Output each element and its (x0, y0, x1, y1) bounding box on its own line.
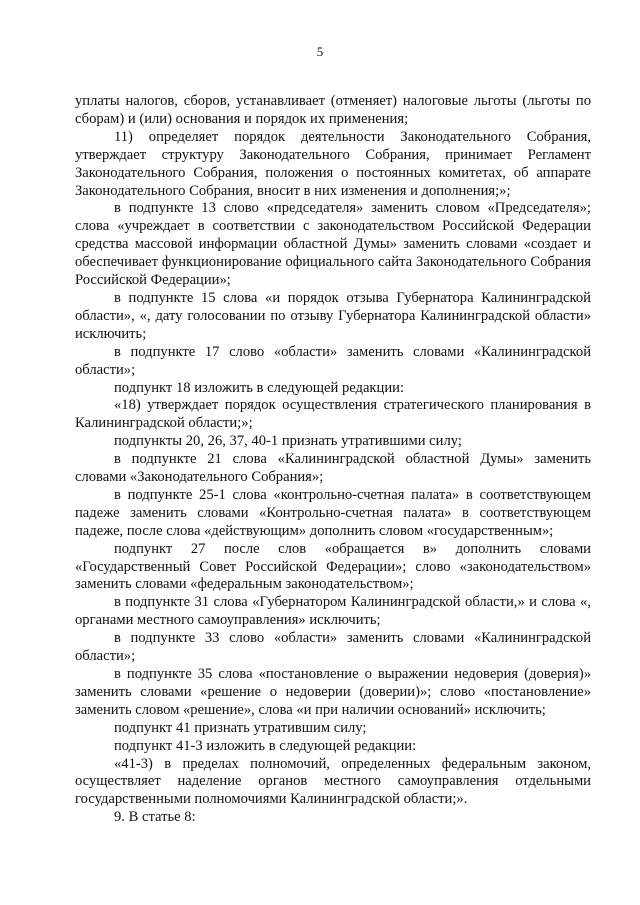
paragraph: в подпункте 31 слова «Губернатором Калининградской области,» и слова «, органами местного самоуправления» исключить; (75, 594, 591, 629)
paragraph: подпункт 41 признать утратившим силу; (114, 719, 367, 736)
paragraph: «41-3) в пределах полномочий, определенных федеральным законом, осуществляет наделение органов местного самоуправления отдельными государственными полномочиями Калининградской области;». (75, 755, 591, 808)
paragraph: в подпункте 25-1 слова «контрольно-счетная палата» в соответствующем падеже заменить словами «Контрольно-счетная палата» в соответствующем падеже, после слова «действующим» дополнить словом «государственным»; (75, 486, 591, 539)
paragraph: в подпункте 17 слово «области» заменить словами «Калининградской области»; (75, 343, 591, 378)
page-number: 5 (316, 44, 324, 59)
paragraph: 9. В статье 8: (114, 809, 196, 826)
paragraph: подпункты 20, 26, 37, 40-1 признать утратившими силу; (114, 433, 462, 450)
document-body (75, 93, 591, 827)
paragraph: 11) определяет порядок деятельности Законодательного Собрания, утверждает структуру Законодательного Собрания, принимает Регламент Законодательного Собрания, положения о постоянных комитетах, об аппарате Законодательного Собрания, вносит в них изменения и дополнения;»; (75, 128, 591, 199)
paragraph: подпункт 41-3 изложить в следующей редакции: (114, 737, 417, 754)
paragraph: подпункт 18 изложить в следующей редакции: (114, 379, 405, 396)
paragraph: в подпункте 33 слово «области» заменить словами «Калининградской области»; (75, 630, 591, 665)
paragraph: в подпункте 35 слова «постановление о выражении недоверия (доверия)» заменить словами «решение о недоверии (доверии)»; слово «постановление» заменить словом «решение», слова «и при наличии оснований» исключить; (75, 666, 591, 718)
paragraph: подпункт 27 после слов «обращается в» дополнить словами «Государственный Совет Российской Федерации»; слово «законодательством» заменить словами «федеральным законодательством»; (75, 540, 591, 593)
paragraph: в подпункте 13 слово «председателя» заменить словом «Председателя»; слова «учреждает в соответствии с законодательством Российской Федерации средства массовой информации областной Думы» заменить словами «создает и обеспечивает функционирование официального сайта Законодательного Собрания Российской Федерации»; (75, 200, 591, 289)
paragraph: в подпункте 21 слова «Калининградской областной Думы» заменить словами «Законодательного Собрания»; (75, 451, 591, 486)
paragraph: уплаты налогов, сборов, устанавливает (отменяет) налоговые льготы (льготы по сборам) и (или) основания и порядок их применения; (75, 93, 591, 127)
paragraph: «18) утверждает порядок осуществления стратегического планирования в Калининградской области;»; (75, 397, 591, 432)
paragraph: в подпункте 15 слова «и порядок отзыва Губернатора Калининградской области», «, дату голосовании по отзыву Губернатора Калининградской области» исключить; (75, 289, 591, 342)
